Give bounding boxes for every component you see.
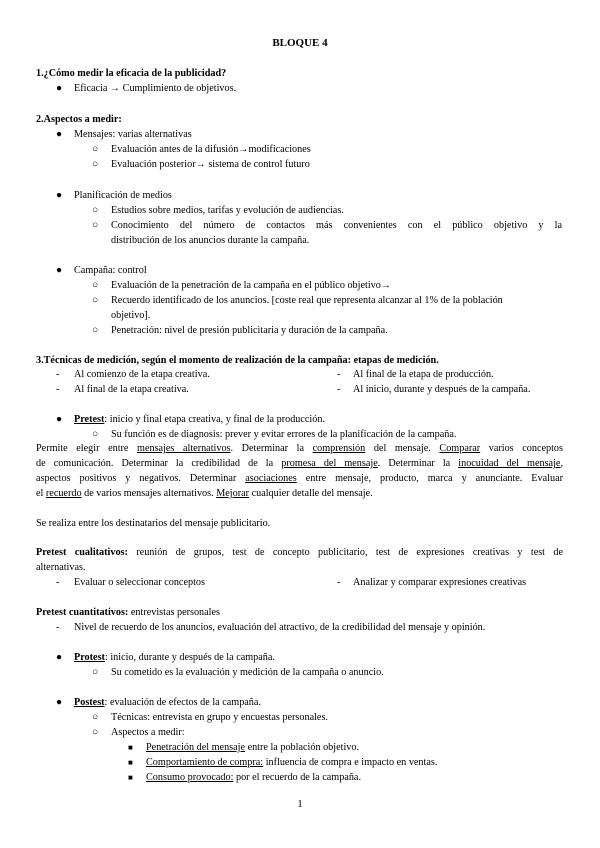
para-underline: Comparar: [439, 443, 481, 454]
para-text: ,: [560, 458, 563, 469]
cuantitativos-dash: Nivel de recuerdo de los anuncios, evaluación del atractivo, de la credibilidad del mensaje y opinión.: [74, 622, 486, 633]
postest-sub1: Técnicas: entrevista en grupo y encuestas personales.: [111, 712, 328, 723]
para-text: cualquier detalle del mensaje.: [249, 488, 373, 499]
postest-item-label: Penetración del mensaje: [146, 742, 246, 753]
cuantitativos-text: entrevistas personales: [128, 607, 220, 618]
para-underline: recuerdo: [45, 488, 82, 499]
bullet-icon: ●: [56, 190, 63, 201]
circle-bullet-icon: ○: [92, 429, 99, 440]
para-underline: Mejorar: [216, 488, 250, 499]
circle-bullet-icon: ○: [92, 205, 99, 216]
campana-sub3: Penetración: nivel de presión publicitaria y duración de la campaña.: [111, 325, 388, 336]
protest-sub: Su cometido es la evaluación y medición de la campaña o anuncio.: [111, 667, 384, 678]
postest-label: Postest: [74, 697, 105, 708]
cualitativos-line1: [36, 546, 563, 559]
etapa-3: Al final de la etapa de producción.: [353, 369, 494, 380]
circle-bullet-icon: ○: [92, 220, 99, 231]
dash-bullet: -: [56, 384, 60, 395]
dash-bullet: -: [56, 577, 60, 588]
page-title: BLOQUE 4: [272, 37, 328, 49]
para-text: . Determinar la: [377, 458, 459, 469]
circle-bullet-icon: ○: [92, 159, 99, 170]
planificacion-sub1: Estudios sobre medios, tarifas y evolución de audiencias.: [111, 205, 344, 216]
bullet-icon: ●: [56, 265, 63, 276]
cuantitativos-line: [36, 606, 220, 619]
destinatarios-text: Se realiza entre los destinatarios del mensaje publicitario.: [36, 518, 271, 529]
postest-item-label: Consumo provocado:: [146, 772, 234, 783]
para-underline: comprensión: [312, 443, 366, 454]
postest-item-text: por el recuerdo de la campaña.: [233, 772, 361, 783]
postest-sub2: Aspectos a medir:: [111, 727, 185, 738]
square-bullet-icon: ■: [128, 758, 133, 767]
circle-bullet-icon: ○: [92, 280, 99, 291]
para-underline: promesa del mensaje: [281, 458, 378, 469]
campana-sub2-line1: Recuerdo identificado de los anuncios. [coste real que representa alcanzar al 1% de la población: [111, 295, 503, 306]
cualitativos-dash1: Evaluar o seleccionar conceptos: [74, 577, 205, 588]
bullet-icon: ●: [56, 697, 63, 708]
protest-label: Protest: [74, 652, 105, 663]
para-text: el: [36, 488, 46, 499]
circle-bullet-icon: ○: [92, 667, 99, 678]
etapa-4: Al inicio, durante y después de la campaña.: [353, 384, 531, 395]
cuantitativos-label: Pretest cuantitativos:: [36, 607, 129, 618]
section-2-heading: 2.Aspectos a medir:: [36, 114, 122, 125]
cualitativos-label: Pretest cualitativos:: [36, 547, 128, 558]
para-text: Permite elegir entre: [36, 443, 138, 454]
postest-item-1: [146, 741, 359, 754]
pretest-text: : inicio y final etapa creativa, y final de la producción.: [104, 414, 325, 425]
para-text: del mensaje.: [365, 443, 440, 454]
cualitativos-dash2: Analizar y comparar expresiones creativas: [353, 577, 527, 588]
para-text: . Determinar la: [230, 443, 313, 454]
postest-item-text: entre la población objetivo.: [245, 742, 360, 753]
mensajes-sub2: Evaluación posterior→ sistema de control futuro: [111, 159, 310, 170]
planificacion-sub2-line2: distribución de los anuncios durante la campaña.: [111, 235, 310, 246]
etapa-1: Al comienzo de la etapa creativa.: [74, 369, 210, 380]
para-line-2: [36, 457, 563, 470]
section-1-heading: 1.¿Cómo medir la eficacia de la publicidad?: [36, 68, 227, 79]
campana-label: Campaña: control: [74, 265, 147, 276]
circle-bullet-icon: ○: [92, 712, 99, 723]
section-3-heading: 3.Técnicas de medición, según el momento de realización de la campaña: etapas de medición.: [36, 355, 439, 366]
campana-sub1: Evaluación de la penetración de la campaña en el público objetivo→: [111, 280, 392, 291]
page-number: 1: [297, 798, 303, 810]
circle-bullet-icon: ○: [92, 295, 99, 306]
circle-bullet-icon: ○: [92, 727, 99, 738]
para-text: de comunicación. Determinar la credibilidad de la: [36, 458, 282, 469]
para-underline: asociaciones: [245, 473, 297, 484]
postest-item-text: influencia de compra e impacto en ventas.: [263, 757, 438, 768]
s1-item: Eficacia → Cumplimiento de objetivos.: [74, 83, 237, 94]
para-text: entre mensaje, producto, marca y anunciante. Evaluar: [296, 473, 563, 484]
circle-bullet-icon: ○: [92, 325, 99, 336]
postest-item-2: [146, 756, 437, 769]
para-line-3: [36, 472, 563, 485]
protest-line: [74, 651, 275, 664]
campana-sub2-line2: objetivo].: [111, 310, 151, 321]
bullet-icon: ●: [56, 83, 63, 94]
para-text: varios conceptos: [480, 443, 563, 454]
dash-bullet: -: [56, 369, 60, 380]
para-line-4: [36, 487, 373, 500]
postest-line: [74, 696, 261, 709]
dash-bullet: -: [337, 384, 341, 395]
pretest-line: [74, 413, 325, 426]
etapa-2: Al final de la etapa creativa.: [74, 384, 189, 395]
square-bullet-icon: ■: [128, 743, 133, 752]
pretest-label: Pretest: [74, 414, 105, 425]
postest-item-label: Comportamiento de compra:: [146, 757, 264, 768]
cualitativos-line2: alternativas.: [36, 562, 86, 573]
dash-bullet: -: [337, 369, 341, 380]
bullet-icon: ●: [56, 129, 63, 140]
planificacion-label: Planificación de medios: [74, 190, 172, 201]
circle-bullet-icon: ○: [92, 144, 99, 155]
pretest-sub: Su función es de diagnosis: prever y evitar errores de la planificación de la campaña.: [111, 429, 457, 440]
bullet-icon: ●: [56, 414, 63, 425]
square-bullet-icon: ■: [128, 773, 133, 782]
postest-text: : evaluación de efectos de la campaña.: [104, 697, 261, 708]
para-text: de varios mensajes alternativos.: [81, 488, 217, 499]
mensajes-sub1: Evaluación antes de la difusión→modificaciones: [111, 144, 311, 155]
dash-bullet: -: [337, 577, 341, 588]
postest-item-3: [146, 771, 361, 784]
para-text: aspectos positivos y negativos. Determinar: [36, 473, 246, 484]
para-line-1: [36, 442, 563, 455]
bullet-icon: ●: [56, 652, 63, 663]
cualitativos-text: reunión de grupos, test de concepto publicitario, test de expresiones creativas y test de: [127, 547, 563, 558]
planificacion-sub2-line1: Conocimiento del número de contactos más convenientes con el público objetivo y la: [111, 220, 562, 231]
para-underline: inocuidad del mensaje: [458, 458, 561, 469]
dash-bullet: -: [56, 622, 60, 633]
protest-text: : inicio, durante y después de la campaña.: [104, 652, 275, 663]
para-underline: mensajes alternativos: [137, 443, 231, 454]
mensajes-label: Mensajes: varias alternativas: [74, 129, 192, 140]
